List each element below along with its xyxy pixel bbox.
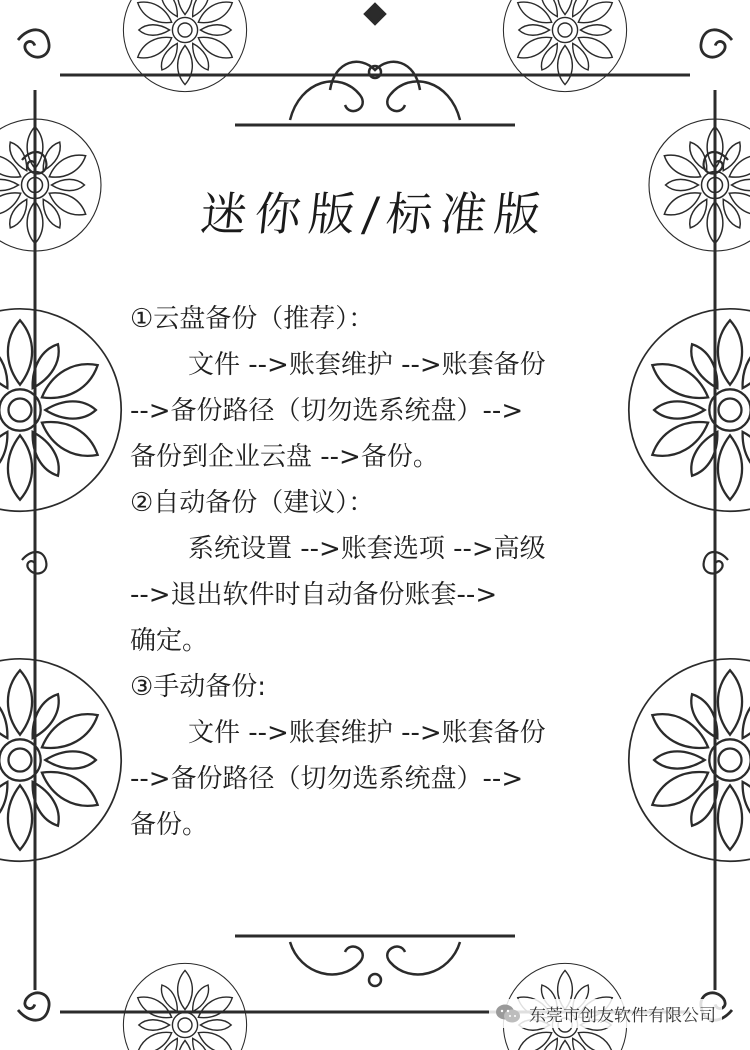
instruction-line: 备份。 [130, 810, 209, 840]
backup-instructions [130, 296, 620, 848]
section-heading: ①云盘备份（推荐）： [130, 304, 375, 334]
instruction-line: 文件 -->账套维护 -->账套备份 [188, 718, 546, 748]
section-cloud-backup [130, 296, 620, 480]
section-heading: ②自动备份（建议）： [130, 488, 375, 518]
instruction-line: 系统设置 -->账套选项 -->高级 [188, 534, 546, 564]
section-auto-backup [130, 480, 620, 664]
instruction-line: 文件 -->账套维护 -->账套备份 [188, 350, 546, 380]
section-manual-backup [130, 664, 620, 848]
instruction-line: 备份到企业云盘 -->备份。 [130, 442, 439, 472]
instruction-line: 确定。 [130, 626, 209, 656]
instruction-line: -->备份路径（切勿选系统盘）--> [130, 764, 524, 794]
page-title: 迷你版/标准版 [198, 187, 552, 241]
watermark-text: 东莞市创友软件有限公司 [529, 1006, 716, 1026]
instruction-line: -->退出软件时自动备份账套--> [130, 580, 498, 610]
wechat-icon [495, 1003, 521, 1025]
instruction-line: -->备份路径（切勿选系统盘）--> [130, 396, 524, 426]
section-heading: ③手动备份: [130, 672, 267, 702]
wechat-watermark [489, 999, 722, 1028]
